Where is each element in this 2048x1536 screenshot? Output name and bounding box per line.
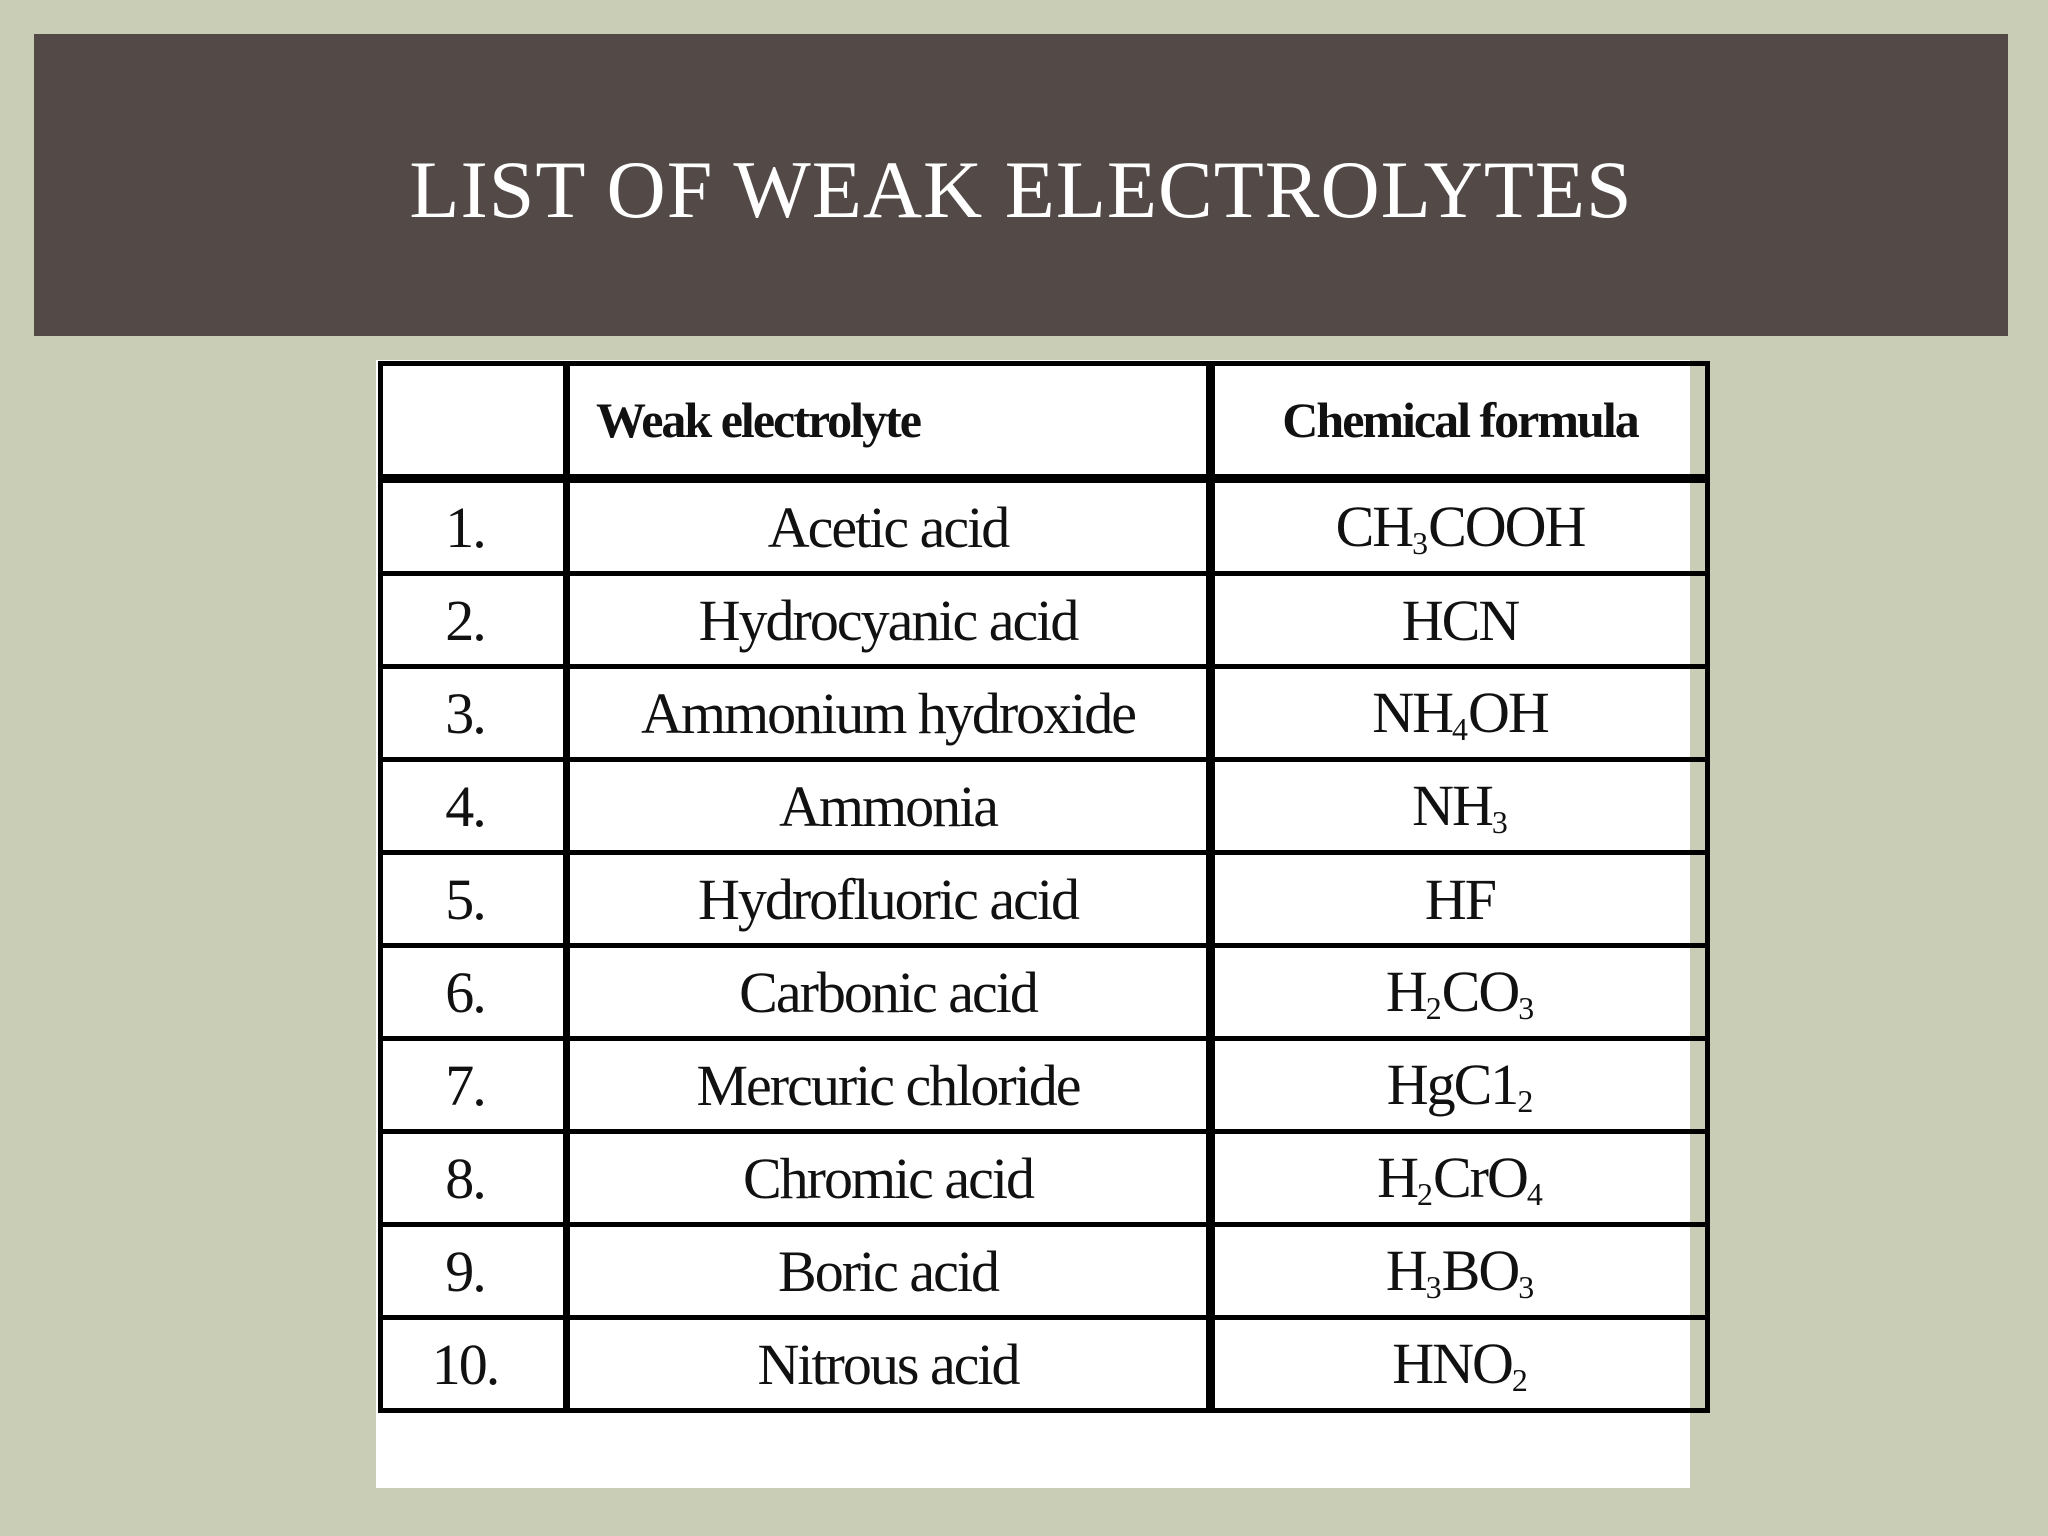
row-number	[381, 667, 567, 760]
header-chemical-formula: Chemical formula	[1211, 364, 1708, 479]
row-number-text: 9.	[445, 1238, 485, 1304]
formula-text: OH	[1467, 679, 1548, 745]
table-row	[381, 1318, 1708, 1411]
row-number	[381, 479, 567, 574]
chemical-formula	[1211, 479, 1708, 574]
row-number	[381, 1225, 567, 1318]
header-number	[381, 364, 567, 479]
formula-text: HCN	[1401, 587, 1519, 653]
electrolyte-name: Boric acid	[567, 1225, 1211, 1318]
formula-text: H	[1385, 958, 1426, 1024]
row-number-text: 3.	[445, 680, 485, 746]
chemical-formula	[1211, 1318, 1708, 1411]
table-row	[381, 479, 1708, 574]
electrolyte-name: Carbonic acid	[567, 946, 1211, 1039]
formula-subscript: 2	[1511, 1362, 1528, 1398]
table-row	[381, 853, 1708, 946]
formula-subscript: 3	[1425, 1269, 1442, 1305]
formula-subscript: 3	[1491, 804, 1508, 840]
chemical-formula	[1211, 1039, 1708, 1132]
chemical-formula	[1211, 1225, 1708, 1318]
formula-subscript: 3	[1412, 525, 1429, 561]
formula-text: NH	[1372, 679, 1453, 745]
chemical-formula	[1211, 760, 1708, 853]
electrolyte-name: Ammonia	[567, 760, 1211, 853]
electrolyte-name: Hydrocyanic acid	[567, 574, 1211, 667]
formula-subscript: 4	[1452, 711, 1468, 747]
formula-text: H	[1385, 1237, 1426, 1303]
formula-text: CrO	[1433, 1144, 1527, 1210]
table-row	[381, 760, 1708, 853]
formula-text: HgC1	[1386, 1051, 1518, 1117]
chemical-formula	[1211, 946, 1708, 1039]
formula-text: H	[1377, 1144, 1418, 1210]
table-body	[381, 479, 1708, 1411]
electrolyte-table-container	[376, 360, 1690, 1488]
row-number-text: 4.	[445, 773, 485, 839]
row-number-text: 10.	[431, 1331, 499, 1397]
row-number-text: 5.	[445, 866, 485, 932]
electrolyte-name: Nitrous acid	[567, 1318, 1211, 1411]
formula-subscript: 3	[1518, 1269, 1535, 1305]
row-number	[381, 574, 567, 667]
formula-subscript: 3	[1518, 990, 1535, 1026]
table-row	[381, 574, 1708, 667]
chemical-formula	[1211, 667, 1708, 760]
slide-title: LIST OF WEAK ELECTROLYTES	[409, 144, 1633, 235]
chemical-formula	[1211, 574, 1708, 667]
formula-text: COOH	[1428, 493, 1585, 559]
formula-subscript: 2	[1517, 1083, 1534, 1119]
formula-text: CO	[1441, 958, 1519, 1024]
formula-subscript: 2	[1425, 990, 1442, 1026]
row-number-text: 2.	[445, 587, 485, 653]
formula-subscript: 2	[1417, 1176, 1433, 1212]
row-number	[381, 946, 567, 1039]
chemical-formula	[1211, 1132, 1708, 1225]
chemical-formula	[1211, 853, 1708, 946]
weak-electrolytes-table	[378, 361, 1710, 1413]
row-number	[381, 853, 567, 946]
table-row	[381, 1132, 1708, 1225]
header-weak-electrolyte: Weak electrolyte	[567, 364, 1211, 479]
electrolyte-name: Hydrofluoric acid	[567, 853, 1211, 946]
row-number-text: 6.	[445, 959, 485, 1025]
title-banner	[34, 34, 2008, 336]
row-number-text: 8.	[445, 1145, 485, 1211]
table-row	[381, 667, 1708, 760]
row-number-text: 1.	[445, 494, 485, 560]
row-number	[381, 760, 567, 853]
formula-subscript: 4	[1526, 1176, 1543, 1212]
formula-text: HNO	[1392, 1330, 1512, 1396]
row-number	[381, 1132, 567, 1225]
electrolyte-name: Ammonium hydroxide	[567, 667, 1211, 760]
table-row	[381, 1225, 1708, 1318]
formula-text: BO	[1441, 1237, 1519, 1303]
formula-text: NH	[1412, 772, 1492, 838]
formula-text: HF	[1424, 866, 1496, 932]
electrolyte-name: Acetic acid	[567, 479, 1211, 574]
table-row	[381, 1039, 1708, 1132]
electrolyte-name: Chromic acid	[567, 1132, 1211, 1225]
row-number	[381, 1039, 567, 1132]
table-row	[381, 946, 1708, 1039]
row-number-text: 7.	[445, 1052, 485, 1118]
row-number	[381, 1318, 567, 1411]
formula-text: CH	[1335, 493, 1413, 559]
electrolyte-name: Mercuric chloride	[567, 1039, 1211, 1132]
table-header-row	[381, 364, 1708, 479]
